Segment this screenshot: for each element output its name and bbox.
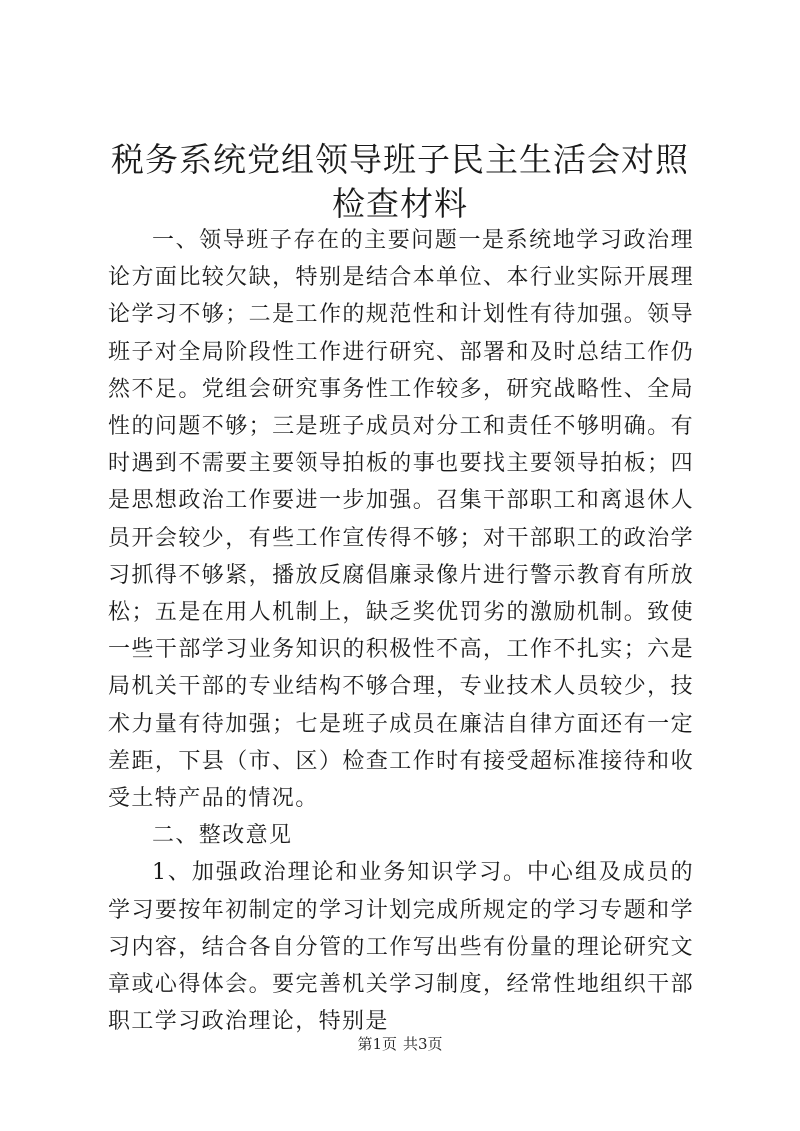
document-body [108,222,694,1040]
page-number: 第1页 [357,1035,397,1053]
paragraph-rectification: 1、加强政治理论和业务知识学习。中心组及成员的学习要按年初制定的学习计划完成所规定的学习专题和学习内容，结合各自分管的工作写出些有份量的理论研究文章或心得体会。要完善机关学习制度，经常性地组织干部职工学习政治理论，特别是 [108,860,694,1035]
paragraph-problems: 一、领导班子存在的主要问题一是系统地学习政治理论方面比较欠缺，特别是结合本单位、本行业实际开展理论学习不够；二是工作的规范性和计划性有待加强。领导班子对全局阶段性工作进行研究、部署和及时总结工作仍然不足。党组会研究事务性工作较多，研究战略性、全局性的问题不够；三是班子成员对分工和责任不够明确。有时遇到不需要主要领导拍板的事也要找主要领导拍板；四是思想政治工作要进一步加强。召集干部职工和离退休人员开会较少，有些工作宣传得不够；对干部职工的政治学习抓得不够紧，播放反腐倡廉录像片进行警示教育有所放松；五是在用人机制上，缺乏奖优罚劣的激励机制。致使一些干部学习业务知识的积极性不高，工作不扎实；六是局机关干部的专业结构不够合理，专业技术人员较少，技术力量有待加强；七是班子成员在廉洁自律方面还有一定差距，下县（市、区）检查工作时有接受超标准接待和收受土特产品的情况。 [108,228,694,812]
page-footer [0,1034,800,1054]
document-title: 税务系统党组领导班子民主生活会对照检查材料 [111,140,689,223]
paragraph-section-heading: 二、整改意见 [152,823,293,849]
page-total: 共3页 [403,1035,443,1053]
